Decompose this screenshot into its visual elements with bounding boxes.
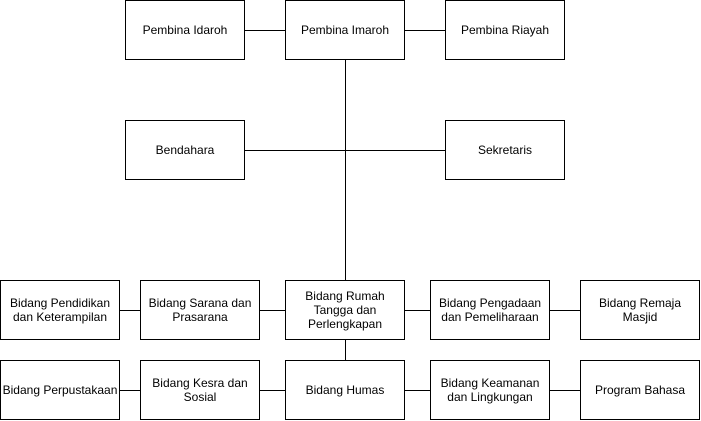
node-label: Bidang Perpustakaan xyxy=(2,383,118,397)
node-bidang-rumah-tangga xyxy=(285,280,405,340)
node-pembina-imaroh xyxy=(285,0,405,60)
node-label: Pembina Idaroh xyxy=(142,23,228,37)
node-label: Bidang Sarana dan Prasarana xyxy=(148,296,252,324)
node-label: Bidang Kesra dan Sosial xyxy=(152,376,248,404)
node-label: Pembina Imaroh xyxy=(300,23,390,37)
node-label: Program Bahasa xyxy=(594,383,686,397)
node-bidang-kesra xyxy=(140,360,260,420)
node-bidang-keamanan xyxy=(430,360,550,420)
node-bidang-humas xyxy=(285,360,405,420)
node-pembina-riayah xyxy=(445,0,565,60)
node-label: Bidang Rumah Tangga dan Perlengkapan xyxy=(305,289,385,331)
node-label: Bidang Pengadaan dan Pemeliharaan xyxy=(438,296,542,324)
node-pembina-idaroh xyxy=(125,0,245,60)
node-bidang-pengadaan xyxy=(430,280,550,340)
node-bendahara xyxy=(125,120,245,180)
node-label: Pembina Riayah xyxy=(460,23,550,37)
node-bidang-sarana xyxy=(140,280,260,340)
node-label: Bidang Humas xyxy=(305,383,385,397)
node-label: Bidang Remaja Masjid xyxy=(598,296,682,324)
node-bidang-pendidikan xyxy=(0,280,120,340)
node-sekretaris xyxy=(445,120,565,180)
node-label: Bidang Pendidikan dan Keterampilan xyxy=(9,296,111,324)
node-bidang-remaja xyxy=(580,280,700,340)
node-label: Bidang Keamanan dan Lingkungan xyxy=(440,376,540,404)
node-label: Sekretaris xyxy=(477,143,533,157)
node-label: Bendahara xyxy=(155,143,215,157)
node-program-bahasa xyxy=(580,360,700,420)
node-bidang-perpustakaan xyxy=(0,360,120,420)
